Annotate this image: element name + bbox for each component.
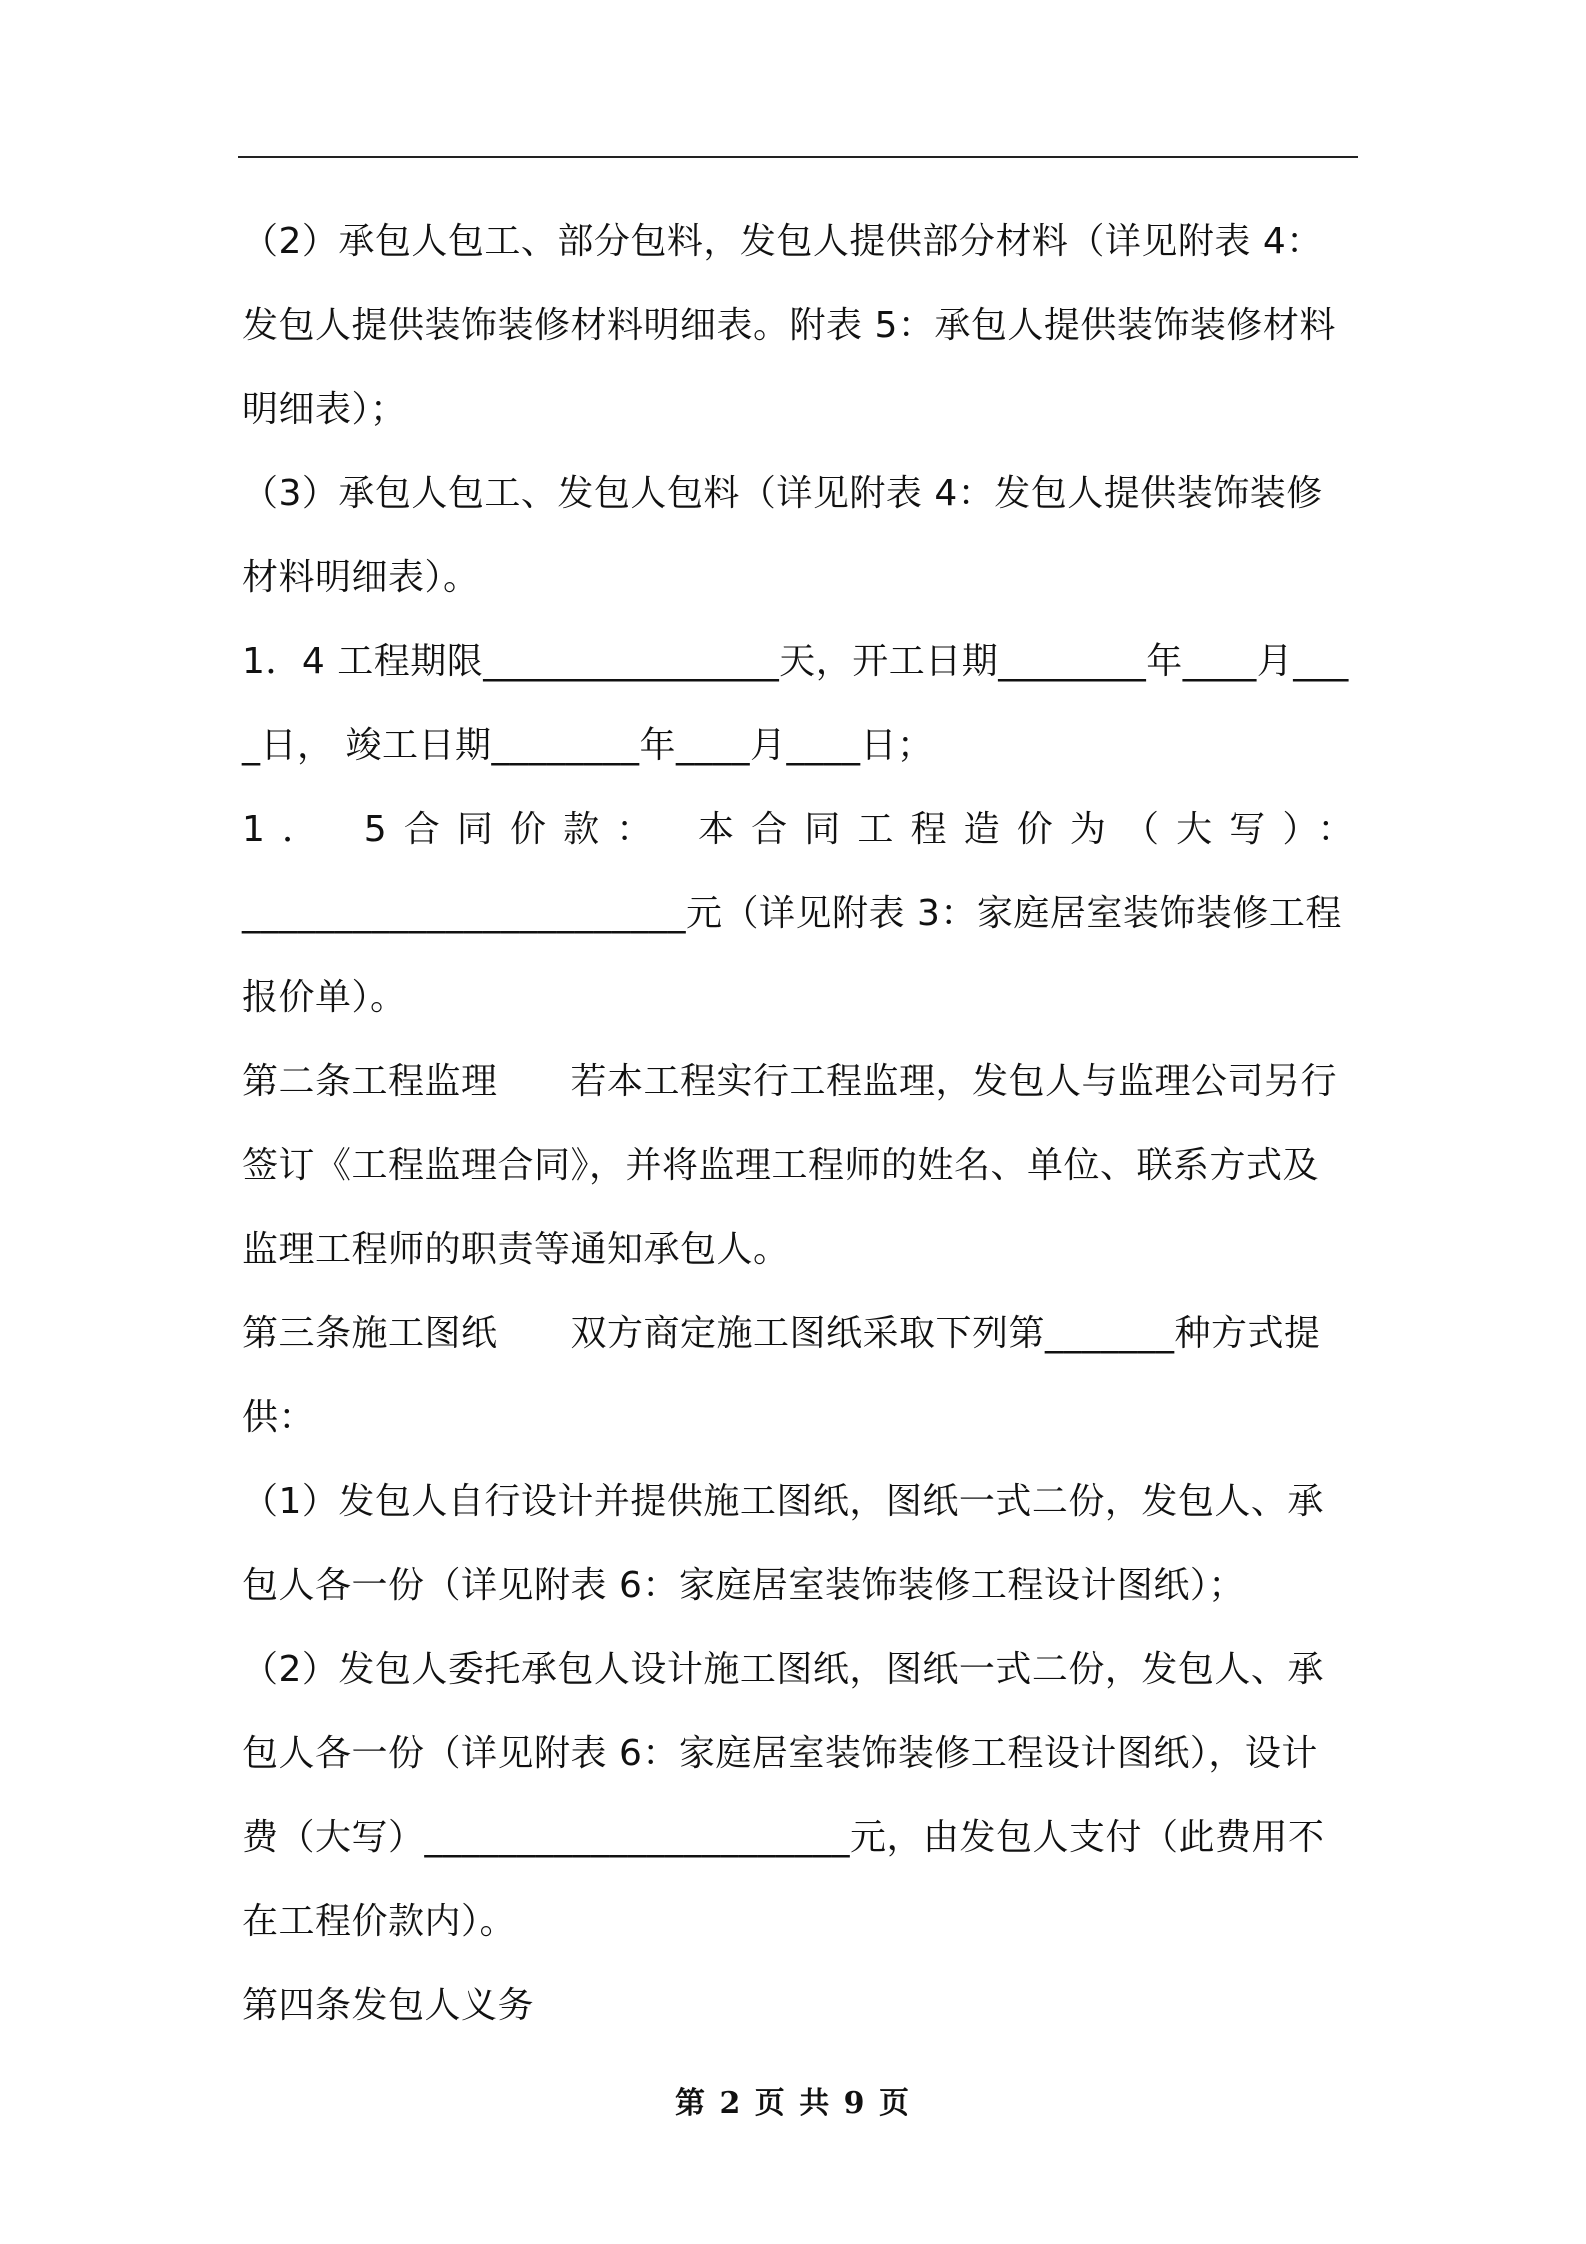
paragraph-drawings-option-1: （1）发包人自行设计并提供施工图纸，图纸一式二份，发包人、承包人各一份（详见附表 6：家庭居室装饰装修工程设计图纸）； bbox=[242, 1481, 1324, 1606]
paragraph-contract-price: 1． 5合同价款： 本合同工程造价为（大写）： bbox=[242, 809, 1354, 850]
document-body bbox=[242, 200, 1354, 2048]
paragraph-article-4-heading: 第四条发包人义务 bbox=[242, 1985, 535, 2026]
paragraph-contract-mode-3: （3）承包人包工、发包人包料（详见附表 4：发包人提供装饰装修材料明细表）。 bbox=[242, 473, 1323, 598]
paragraph-drawings-option-2: （2）发包人委托承包人设计施工图纸，图纸一式二份，发包人、承包人各一份（详见附表 6：家庭居室装饰装修工程设计图纸），设计费（大写）_______________________元，由发包人支付（此费用不在工程价款内）。 bbox=[242, 1649, 1325, 1942]
paragraph-contract-mode-2: （2）承包人包工、部分包料，发包人提供部分材料（详见附表 4：发包人提供装饰装修材料明细表。附表 5：承包人提供装饰装修材料明细表）； bbox=[242, 221, 1336, 430]
paragraph-article-3-drawings: 第三条施工图纸 双方商定施工图纸采取下列第_______种方式提供： bbox=[242, 1313, 1321, 1438]
page-number-footer: 第 2 页 共 9 页 bbox=[675, 2086, 911, 2121]
paragraph-article-2-supervision: 第二条工程监理 若本工程实行工程监理，发包人与监理公司另行签订《工程监理合同》，并将监理工程师的姓名、单位、联系方式及监理工程师的职责等通知承包人。 bbox=[242, 1061, 1338, 1270]
paragraph-construction-period: 1．4 工程期限________________天，开工日期________年____月____日， 竣工日期________年____月____日； bbox=[242, 641, 1349, 766]
header-rule bbox=[238, 156, 1358, 158]
paragraph-contract-price-amount: ________________________元（详见附表 3：家庭居室装饰装修工程报价单）。 bbox=[242, 893, 1342, 1018]
